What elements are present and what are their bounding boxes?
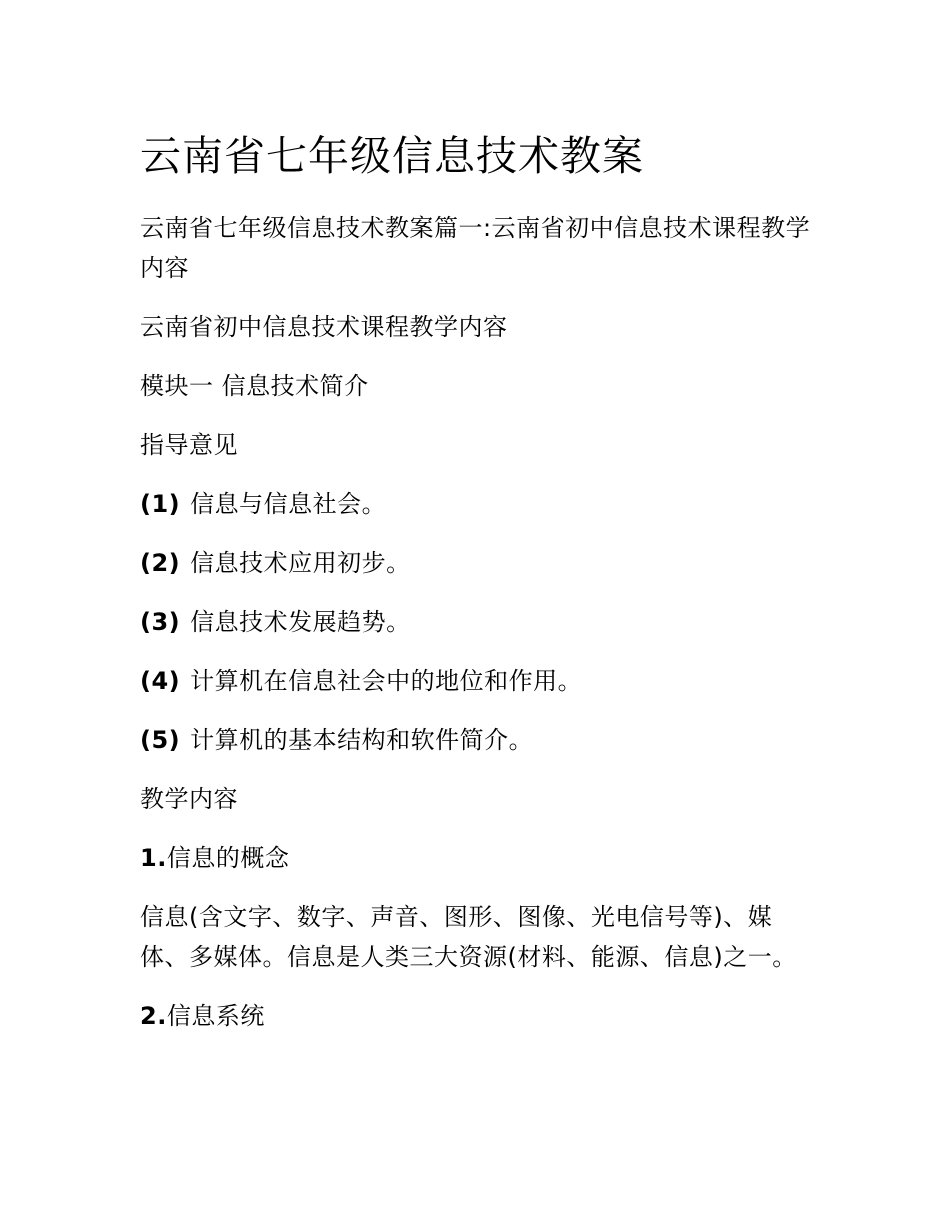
section-number: 2. (140, 1002, 167, 1030)
item-number: (3) (140, 608, 181, 636)
item-text: 信息与信息社会。 (190, 490, 387, 518)
item-number: (4) (140, 667, 181, 695)
subtitle: 云南省初中信息技术课程教学内容 (140, 313, 508, 341)
guidance-heading: 指导意见 (140, 431, 238, 459)
item-text: 计算机在信息社会中的地位和作用。 (190, 667, 583, 695)
item-number: (5) (140, 726, 181, 754)
guidance-item-4 (140, 661, 820, 701)
section-1-heading (140, 838, 820, 878)
guidance-item-1 (140, 484, 820, 524)
section-title: 信息系统 (166, 1002, 265, 1030)
document-body (140, 128, 820, 1036)
section-2-heading (140, 996, 820, 1036)
item-text: 信息技术发展趋势。 (190, 608, 411, 636)
guidance-item-3 (140, 602, 820, 642)
item-text: 计算机的基本结构和软件简介。 (190, 726, 534, 754)
document-title: 云南省七年级信息技术教案 (140, 132, 644, 180)
item-number: (2) (140, 549, 181, 577)
item-number: (1) (140, 490, 181, 518)
guidance-item-5 (140, 720, 820, 760)
content-heading: 教学内容 (140, 785, 238, 813)
section-1-body: 信息(含文字、数字、声音、图形、图像、光电信号等)、媒体、多媒体。信息是人类三大资源(材料、能源、信息)之一。 (140, 903, 797, 971)
article-heading: 云南省七年级信息技术教案篇一:云南省初中信息技术课程教学内容 (140, 214, 811, 282)
module-heading: 模块一 信息技术简介 (140, 372, 369, 400)
section-title: 信息的概念 (166, 844, 290, 872)
guidance-item-2 (140, 543, 820, 583)
section-number: 1. (140, 844, 167, 872)
item-text: 信息技术应用初步。 (190, 549, 411, 577)
